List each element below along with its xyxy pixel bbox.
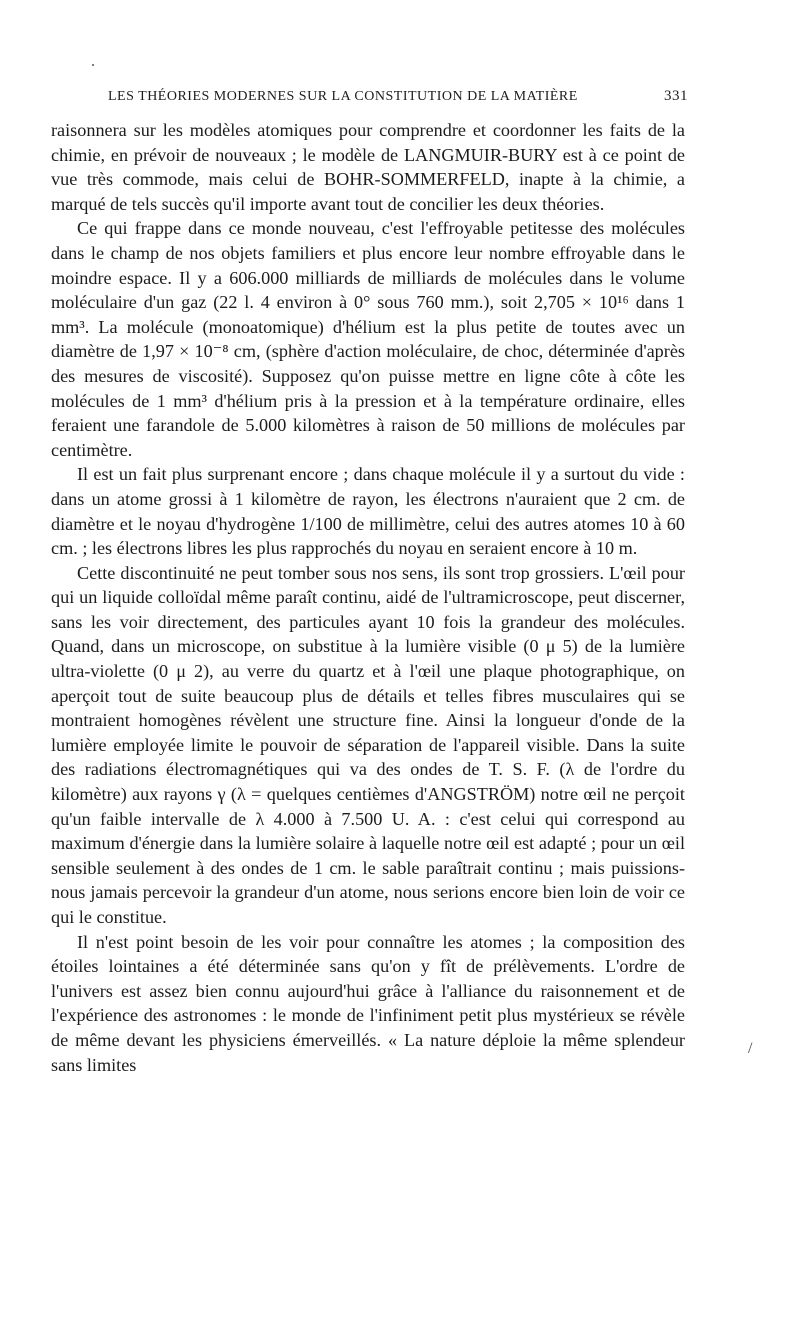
page-number: 331 <box>664 88 688 104</box>
running-head-title: LES THÉORIES MODERNES SUR LA CONSTITUTION DE LA MATIÈRE <box>108 89 578 104</box>
body-text <box>51 118 685 1077</box>
paragraph: Cette discontinuité ne peut tomber sous nos sens, ils sont trop grossiers. L'œil pour qui un liquide colloïdal même paraît continu, aidé de l'ultramicroscope, peut discerner, sans les voir directement, des particules ayant 10 fois la grandeur des molécules. Quand, dans un microscope, on substitue à la lumière visible (0 μ 5) de la lumière ultra-violette (0 μ 2), au verre du quartz et à l'œil une plaque photographique, on aperçoit tout de suite beaucoup plus de détails et telles fibres musculaires qui se montraient homogènes révèlent une structure fine. Ainsi la longueur d'onde de la lumière employée limite le pouvoir de séparation de l'appareil visible. Dans la suite des radiations électromagnétiques qui va des ondes de T. S. F. (λ de l'ordre du kilomètre) aux rayons γ (λ = quelques centièmes d'ANGSTRÖM) notre œil ne perçoit qu'un faible intervalle de λ 4.000 à 7.500 U. A. : c'est celui qui correspond au maximum d'énergie dans la lumière solaire à laquelle notre œil est adapté ; pour un œil sensible seulement à des ondes de 1 cm. le sable paraîtrait continu ; mais puissions-nous jamais percevoir la grandeur d'un atome, nous serions encore bien loin de voir ce qui le constitue. <box>51 562 685 927</box>
paragraph: Ce qui frappe dans ce monde nouveau, c'est l'effroyable petitesse des molécules dans le champ de nos objets familiers et plus encore leur nombre effroyable dans le moindre espace. Il y a 606.000 milliards de milliards de molécules dans le volume moléculaire d'un gaz (22 l. 4 environ à 0° sous 760 mm.), soit 2,705 × 10¹⁶ dans 1 mm³. La molécule (monoatomique) d'hélium est la plus petite de toutes avec un diamètre de 1,97 × 10⁻⁸ cm, (sphère d'action moléculaire, de choc, déterminée d'après des mesures de viscosité). Supposez qu'on puisse mettre en ligne côte à côte les molécules de 1 mm³ d'hélium pris à la pression et à la température ordinaire, elles feraient une farandole de 5.000 kilomètres à raison de 50 millions de molécules par centimètre. <box>51 218 685 460</box>
margin-mark: / <box>748 1040 753 1057</box>
paragraph: Il est un fait plus surprenant encore ; dans chaque molécule il y a surtout du vide : dans un atome grossi à 1 kilomètre de rayon, les électrons n'auraient que 2 cm. de diamètre et le noyau d'hydrogène 1/100 de millimètre, celui des autres atomes 10 à 60 cm. ; les électrons libres les plus rapprochés du noyau en seraient encore à 10 m. <box>51 464 685 559</box>
paragraph-continued: raisonnera sur les modèles atomiques pour comprendre et coordonner les faits de la chimie, en prévoir de nouveaux ; le modèle de LANGMUIR-BURY est à ce point de vue très commode, mais celui de BOHR-SOMMERFELD, inapte à la chimie, a marqué de tels succès qu'il importe avant tout de concilier les deux théories. <box>51 120 685 214</box>
print-speck <box>92 64 94 66</box>
paragraph: Il n'est point besoin de les voir pour connaître les atomes ; la composition des étoiles lointaines a été déterminée sans qu'on y fît de prélèvements. L'ordre de l'univers est assez bien connu aujourd'hui grâce à l'alliance du raisonnement et de l'expérience des astronomes : le monde de l'infiniment petit plus mystérieux se révèle de même devant les physiciens émerveillés. « La nature déploie la même splendeur sans limites <box>51 931 685 1075</box>
running-head <box>108 88 688 105</box>
